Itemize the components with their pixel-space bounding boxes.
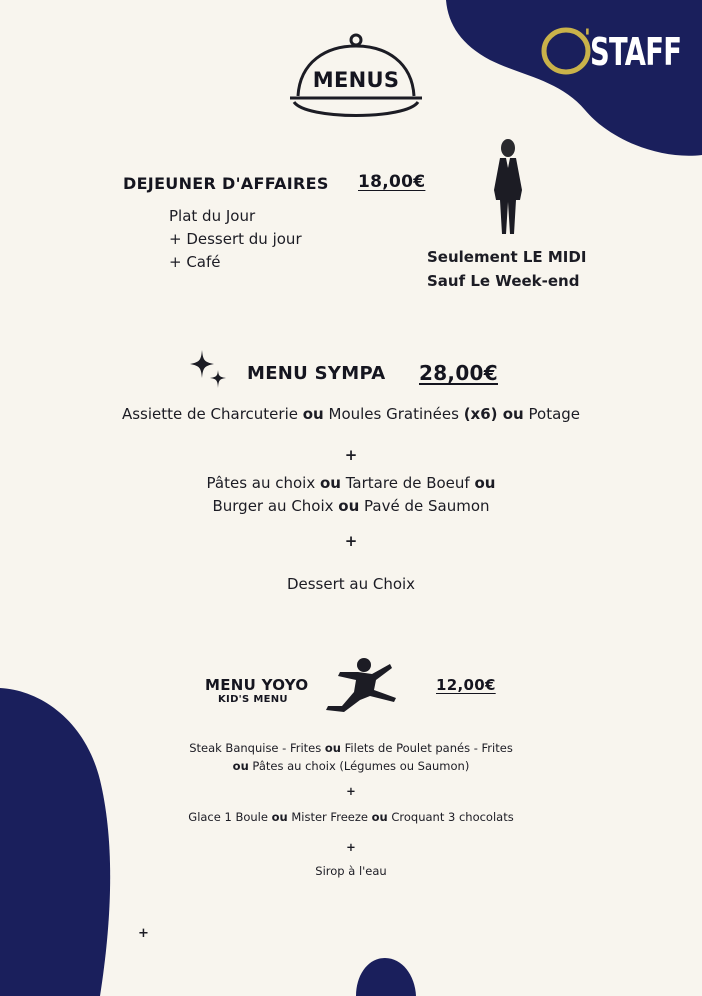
sympa-entree	[0, 405, 702, 423]
businessman-illustration	[484, 138, 532, 236]
or-word: ou	[271, 810, 288, 824]
plus-sign: +	[344, 532, 358, 550]
plat-burger: Burger au Choix	[212, 497, 339, 515]
yoyo-croquant: Croquant 3 chocolats	[387, 810, 514, 824]
brand-name: STAFF	[590, 30, 682, 74]
or-word: ou	[324, 741, 341, 755]
or-word: ou	[474, 474, 496, 492]
sympa-plat	[0, 472, 702, 518]
yoyo-steak: Steak Banquise - Frites	[189, 741, 325, 755]
page-title: MENUS	[312, 68, 400, 92]
dejeuner-item: + Dessert du jour	[169, 230, 302, 248]
or-word: ou	[497, 405, 524, 423]
yoyo-plats	[0, 739, 702, 775]
dejeuner-item: + Café	[169, 253, 221, 271]
or-word: ou	[320, 474, 341, 492]
yoyo-pates: Pâtes au choix (Légumes ou Saumon)	[248, 759, 470, 773]
or-word: ou	[232, 759, 249, 773]
dejeuner-item: Plat du Jour	[169, 207, 256, 225]
dejeuner-items	[169, 205, 302, 274]
or-word: ou	[338, 497, 360, 515]
yoyo-glace: Glace 1 Boule	[188, 810, 272, 824]
entree-moules: Moules Gratinées	[323, 405, 464, 423]
yoyo-poulet: Filets de Poulet panés - Frites	[341, 741, 513, 755]
yoyo-drink: Sirop à l'eau	[315, 864, 387, 878]
or-word: ou	[302, 405, 324, 423]
plat-saumon: Pavé de Saumon	[359, 497, 490, 515]
dejeuner-note-line1: Seulement LE MIDI	[427, 248, 587, 266]
dejeuner-note-line2: Sauf Le Week-end	[427, 272, 580, 290]
entree-qty: (x6)	[463, 405, 498, 423]
yoyo-title: MENU YOYO	[205, 676, 309, 694]
plus-sign: +	[346, 840, 356, 854]
yoyo-freeze: Mister Freeze	[287, 810, 372, 824]
footer-plus: +	[138, 926, 149, 941]
yoyo-subtitle: KID'S MENU	[218, 694, 288, 705]
brand-apostrophe: '	[584, 26, 591, 51]
jumping-kid-illustration	[324, 656, 400, 716]
plat-pates: Pâtes au choix	[206, 474, 320, 492]
plus-sign: +	[346, 784, 356, 798]
sympa-dessert: Dessert au Choix	[286, 575, 416, 593]
dejeuner-title: DEJEUNER D'AFFAIRES	[123, 174, 329, 193]
dejeuner-price: 18,00€	[358, 172, 426, 192]
yoyo-price: 12,00€	[436, 676, 496, 694]
brand-logo	[540, 26, 680, 76]
sympa-title: MENU SYMPA	[247, 363, 386, 384]
entree-charcuterie: Assiette de Charcuterie	[121, 405, 303, 423]
sympa-price: 28,00€	[419, 361, 498, 385]
entree-potage: Potage	[523, 405, 581, 423]
or-word: ou	[371, 810, 388, 824]
sparkle-icon	[190, 350, 230, 390]
yoyo-dessert	[0, 810, 702, 824]
dejeuner-note	[427, 245, 586, 293]
plus-sign: +	[344, 446, 358, 464]
plat-tartare: Tartare de Boeuf	[340, 474, 475, 492]
